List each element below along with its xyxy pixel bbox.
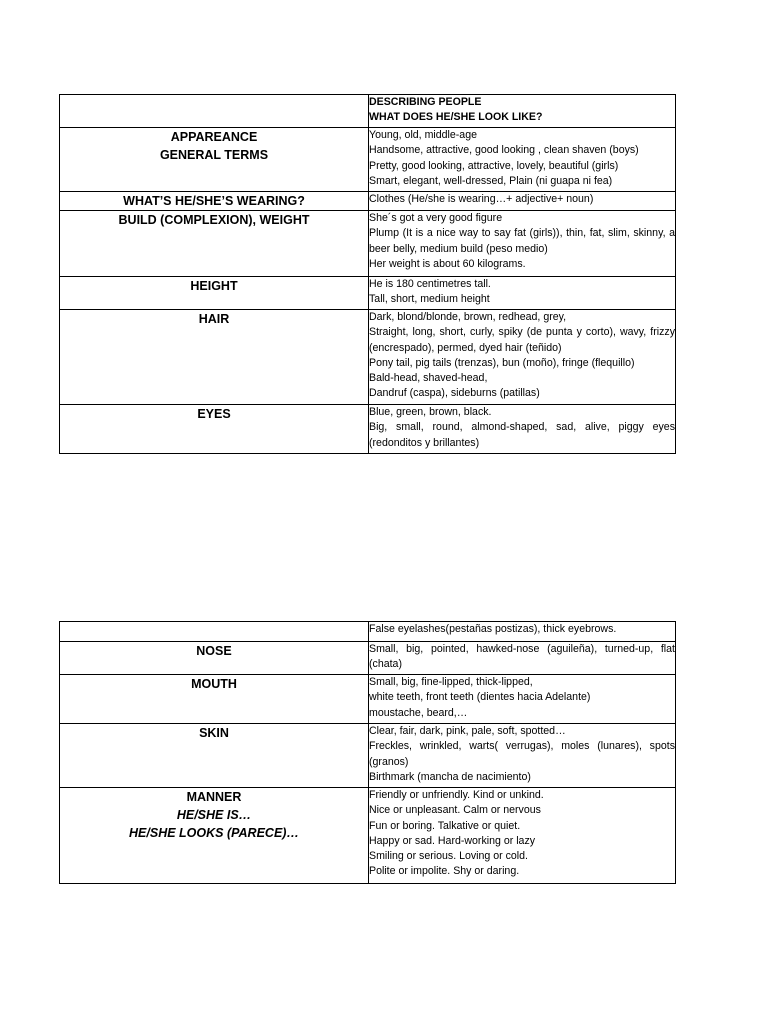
label-line: APPAREANCE (170, 130, 258, 144)
content-line: Polite or impolite. Shy or daring. (369, 865, 520, 878)
content-line: Her weight is about 60 kilograms. (369, 257, 526, 270)
row-label-nose (60, 642, 369, 675)
table-row-eyelashes (60, 622, 676, 642)
row-content-nose (369, 642, 676, 675)
content-line: Smiling or serious. Loving or cold. (369, 850, 528, 863)
row-content-appearance (369, 128, 676, 192)
content-line: Fun or boring. Talkative or quiet. (369, 819, 521, 832)
row-label-mouth (60, 675, 369, 724)
row-content-manner (369, 788, 676, 884)
row-label-build (60, 211, 369, 277)
row-label-skin (60, 724, 369, 788)
content-line: Pretty, good looking, attractive, lovely, beautiful (girls) (369, 159, 619, 172)
describing-people-table (59, 94, 676, 454)
table-row-mouth (60, 675, 676, 724)
content-line: white teeth, front teeth (dientes hacia Adelante) (369, 691, 591, 704)
content-line: Bald-head, shaved-head, (369, 372, 488, 385)
label-line: NOSE (196, 644, 232, 658)
table-row-build (60, 211, 676, 277)
describing-people-table-continued (59, 621, 676, 884)
label-line: SKIN (199, 726, 229, 740)
label-line: HAIR (198, 312, 230, 326)
content-line: Small, big, fine-lipped, thick-lipped, (369, 676, 533, 688)
row-content-skin (369, 724, 676, 788)
content-line: Small, big, pointed, hawked-nose (aguileña), turned-up, flat (chata) (369, 643, 675, 671)
row-label-manner (60, 788, 369, 884)
content-line: Pony tail, pig tails (trenzas), bun (moño), fringe (flequillo) (369, 356, 635, 369)
row-content-height (369, 277, 676, 310)
content-line: Young, old, middle-age (369, 129, 477, 141)
header-title: DESCRIBING PEOPLE (369, 96, 482, 108)
label-line: MANNER (186, 790, 242, 804)
row-label-hair (60, 310, 369, 405)
table-row-appearance (60, 128, 676, 192)
label-line: HEIGHT (190, 279, 238, 293)
label-line: BUILD (COMPLEXION), WEIGHT (118, 213, 310, 227)
content-line: Dark, blond/blonde, brown, redhead, grey, (369, 311, 567, 323)
table-row-skin (60, 724, 676, 788)
row-label-appearance (60, 128, 369, 192)
content-line: Freckles, wrinkled, warts( verrugas), moles (lunares), spots (granos) (369, 740, 675, 768)
header-subtitle: WHAT DOES HE/SHE LOOK LIKE? (369, 111, 543, 124)
row-content-eyelashes (369, 622, 676, 642)
content-line: Straight, long, short, curly, spiky (de punta y corto), wavy, frizzy (encrespado), permed, dyed hair (teñido) (369, 326, 675, 354)
label-line: HE/SHE IS… (176, 808, 252, 822)
content-line: He is 180 centimetres tall. (369, 278, 491, 290)
content-line: Nice or unpleasant. Calm or nervous (369, 804, 541, 817)
table-row-height (60, 277, 676, 310)
row-label-eyes (60, 405, 369, 454)
table-row-wearing (60, 192, 676, 211)
content-line: Handsome, attractive, good looking , clean shaven (boys) (369, 144, 639, 157)
label-line: EYES (197, 407, 231, 421)
table-row-eyes (60, 405, 676, 454)
content-line: Dandruf (caspa), sideburns (patillas) (369, 387, 540, 400)
content-line: Birthmark (mancha de nacimiento) (369, 770, 531, 783)
content-line: Happy or sad. Hard-working or lazy (369, 834, 536, 847)
row-content-mouth (369, 675, 676, 724)
header-empty-cell (60, 95, 369, 128)
content-line: Plump (It is a nice way to say fat (girls)), thin, fat, slim, skinny, a beer belly, medium build (peso medio) (369, 227, 675, 255)
row-label-empty (60, 622, 369, 642)
content-line: Tall, short, medium height (369, 293, 490, 306)
content-line: False eyelashes(pestañas postizas), thick eyebrows. (369, 623, 617, 635)
content-line: Clear, fair, dark, pink, pale, soft, spotted… (369, 725, 566, 737)
table-row-nose (60, 642, 676, 675)
row-label-wearing (60, 192, 369, 211)
header-cell (369, 95, 676, 128)
label-line: MOUTH (191, 677, 237, 691)
content-line: Big, small, round, almond-shaped, sad, alive, piggy eyes (redonditos y brillantes) (369, 421, 675, 449)
row-label-height (60, 277, 369, 310)
content-line: moustache, beard,… (369, 706, 468, 719)
row-content-wearing (369, 192, 676, 211)
row-content-build (369, 211, 676, 277)
row-content-eyes (369, 405, 676, 454)
content-line: Clothes (He/she is wearing…+ adjective+ noun) (369, 193, 594, 205)
content-line: Friendly or unfriendly. Kind or unkind. (369, 789, 544, 801)
table-row-manner (60, 788, 676, 884)
label-line: HE/SHE LOOKS (PARECE)… (129, 826, 299, 840)
table-header-row (60, 95, 676, 128)
content-line: Smart, elegant, well-dressed, Plain (ni guapa ni fea) (369, 174, 613, 187)
content-line: She´s got a very good figure (369, 212, 503, 224)
label-line: WHAT’S HE/SHE’S WEARING? (123, 194, 305, 208)
table-row-hair (60, 310, 676, 405)
row-content-hair (369, 310, 676, 405)
label-line: GENERAL TERMS (159, 148, 269, 162)
content-line: Blue, green, brown, black. (369, 406, 492, 418)
